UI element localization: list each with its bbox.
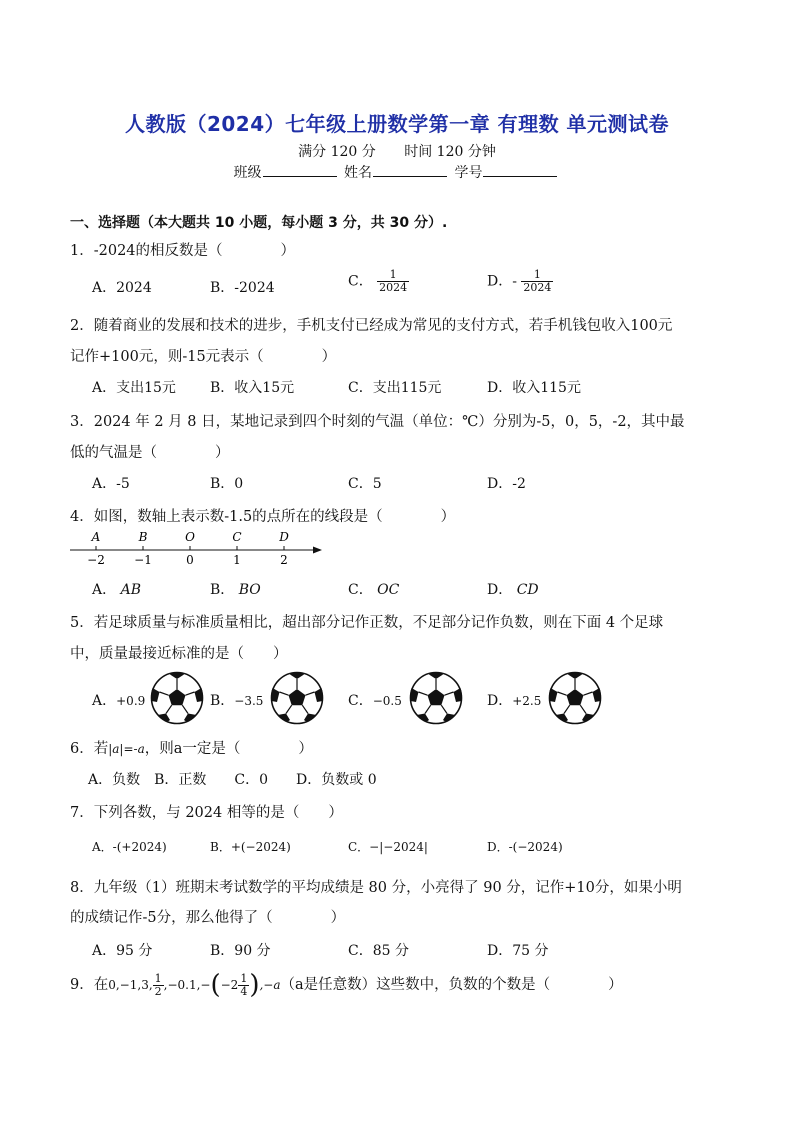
soccer-ball-icon bbox=[150, 671, 204, 725]
q3-stem-line1: 3．2024 年 2 月 8 日，某地记录到四个时刻的气温（单位：℃）分别为-5，0，5，-2，其中最 bbox=[70, 414, 685, 430]
q1-c-prefix: C． bbox=[348, 273, 373, 290]
axis-tick-label: 2 bbox=[280, 553, 288, 566]
q9-fraction-quarter bbox=[238, 973, 249, 998]
q3-option-c: C．5 bbox=[348, 476, 382, 492]
q4-stem: 4．如图，数轴上表示数-1.5的点所在的线段是（ ） bbox=[70, 509, 456, 525]
axis-tick-label: 0 bbox=[186, 553, 194, 566]
q3-option-d: D．-2 bbox=[487, 476, 526, 492]
q5-d-prefix: D． bbox=[487, 693, 513, 709]
axis-tick-label: −2 bbox=[87, 553, 105, 566]
name-label: 姓名 bbox=[344, 165, 372, 181]
q5-option-b bbox=[210, 690, 263, 710]
q5-option-d bbox=[487, 690, 541, 710]
q3-option-b: B．0 bbox=[210, 476, 244, 492]
q2-option-c: C．支出115元 bbox=[348, 380, 442, 396]
soccer-ball-icon bbox=[548, 671, 602, 725]
q4-d-prefix: D． bbox=[487, 582, 513, 598]
axis-point-letter: O bbox=[185, 530, 195, 544]
frac-numerator: 1 bbox=[389, 268, 397, 281]
q6-abs-expression: |a|=-a bbox=[108, 742, 145, 756]
q4-option-c bbox=[348, 579, 399, 599]
q5-stem-line1: 5．若足球质量与标准质量相比，超出部分记作正数，不足部分记作负数，则在下面 4 个足球 bbox=[70, 615, 664, 631]
axis-point-letter: B bbox=[138, 530, 148, 544]
q4-option-d bbox=[487, 579, 539, 599]
axis-point-letter: A bbox=[91, 530, 101, 544]
frac-numerator: 1 bbox=[154, 971, 162, 985]
q6-stem-suffix: ，则a一定是（ ） bbox=[144, 741, 313, 757]
q1-d-prefix: D．- bbox=[487, 273, 517, 290]
class-blank[interactable] bbox=[263, 164, 337, 177]
q5-d-value: +2.5 bbox=[512, 694, 542, 708]
q4-c-prefix: C． bbox=[348, 582, 373, 598]
q1-stem: 1．-2024的相反数是（ ） bbox=[70, 243, 296, 259]
id-blank[interactable] bbox=[483, 164, 557, 177]
q8-option-c: C．85 分 bbox=[348, 943, 409, 959]
axis-point-letter: D bbox=[279, 530, 289, 544]
q2-option-b: B．收入15元 bbox=[210, 380, 295, 396]
frac-numerator: 1 bbox=[533, 268, 541, 281]
q4-c-value: OC bbox=[377, 582, 400, 598]
left-paren: ( bbox=[210, 970, 221, 1000]
number-line-arrow bbox=[313, 547, 322, 554]
class-label: 班级 bbox=[233, 165, 262, 181]
q1-option-c bbox=[348, 269, 409, 294]
q7-stem: 7．下列各数，与 2024 相等的是（ ） bbox=[70, 805, 343, 821]
q4-b-value: BO bbox=[238, 582, 261, 598]
frac-denominator: 4 bbox=[240, 984, 248, 998]
time-limit: 时间 120 分钟 bbox=[404, 144, 496, 160]
q9-stem-prefix: 9．在 bbox=[70, 977, 109, 993]
q7-option-a: A．-(+2024) bbox=[92, 840, 167, 854]
q2-stem-line2: 记作+100元，则-15元表示（ ） bbox=[70, 349, 337, 365]
q6-stem bbox=[70, 737, 313, 758]
q8-option-d: D．75 分 bbox=[487, 943, 549, 959]
q9-math-part2: ,−0.1,− bbox=[163, 978, 211, 992]
q5-b-value: −3.5 bbox=[234, 694, 264, 708]
q7-option-b: B．+(−2024) bbox=[210, 840, 291, 854]
q3-option-a: A．-5 bbox=[92, 476, 130, 492]
q5-c-value: −0.5 bbox=[372, 694, 402, 708]
q5-stem-line2: 中，质量最接近标准的是（ ） bbox=[70, 646, 288, 662]
q4-a-prefix: A． bbox=[92, 582, 117, 598]
q9-stem bbox=[70, 965, 623, 1005]
id-label: 学号 bbox=[454, 165, 483, 181]
q2-option-d: D．收入115元 bbox=[487, 380, 581, 396]
full-score: 满分 120 分 bbox=[298, 144, 376, 160]
frac-denominator: 2 bbox=[154, 984, 162, 998]
q1-option-b: B．-2024 bbox=[210, 280, 275, 296]
q1-option-a: A．2024 bbox=[92, 280, 152, 296]
axis-tick-label: 1 bbox=[233, 553, 241, 566]
soccer-ball-icon bbox=[409, 671, 463, 725]
student-info-line bbox=[0, 162, 794, 182]
q9-math-part3: −2 bbox=[220, 978, 239, 992]
name-blank[interactable] bbox=[373, 164, 447, 177]
right-paren: ) bbox=[249, 970, 260, 1000]
axis-point-letter: C bbox=[232, 530, 242, 544]
q4-d-value: CD bbox=[516, 582, 539, 598]
q5-b-prefix: B． bbox=[210, 693, 235, 709]
q9-stem-suffix: （a是任意数）这些数中，负数的个数是（ ） bbox=[280, 977, 623, 993]
frac-denominator: 2024 bbox=[379, 281, 408, 294]
q3-stem-line2: 低的气温是（ ） bbox=[70, 445, 230, 461]
number-line-ticks bbox=[87, 530, 289, 566]
q9-math-part1: 0,−1,3, bbox=[108, 978, 153, 992]
q5-option-c bbox=[348, 690, 402, 710]
q8-stem-line2: 的成绩记作-5分，那么他得了（ ） bbox=[70, 910, 346, 926]
q4-a-value: AB bbox=[120, 582, 141, 598]
q9-fraction-half bbox=[153, 973, 164, 998]
soccer-ball-icon bbox=[270, 671, 324, 725]
q7-option-c: C．−|−2024| bbox=[348, 840, 428, 854]
q6-options: A．负数 B．正数 C．0 D．负数或 0 bbox=[88, 772, 377, 788]
q7-option-d: D．-(−2024) bbox=[487, 840, 563, 854]
q2-option-a: A．支出15元 bbox=[92, 380, 176, 396]
q6-stem-prefix: 6．若 bbox=[70, 741, 109, 757]
q1-option-d bbox=[487, 269, 553, 294]
exam-meta-score-time bbox=[0, 141, 794, 161]
q2-stem-line1: 2．随着商业的发展和技术的进步，手机支付已经成为常见的支付方式，若手机钱包收入100元 bbox=[70, 318, 673, 334]
q5-c-prefix: C． bbox=[348, 693, 373, 709]
q8-stem-line1: 8．九年级（1）班期末考试数学的平均成绩是 80 分，小亮得了 90 分，记作+10分，如果小明 bbox=[70, 880, 682, 896]
axis-tick-label: −1 bbox=[134, 553, 152, 566]
frac-numerator: 1 bbox=[240, 971, 248, 985]
exam-title: 人教版（2024）七年级上册数学第一章 有理数 单元测试卷 bbox=[124, 112, 670, 136]
q5-a-prefix: A． bbox=[92, 693, 117, 709]
q5-a-value: +0.9 bbox=[116, 694, 146, 708]
q1-c-fraction bbox=[377, 269, 409, 294]
section-heading: 一、选择题（本大题共 10 小题，每小题 3 分，共 30 分）. bbox=[70, 215, 448, 231]
q8-option-a: A．95 分 bbox=[92, 943, 153, 959]
q8-option-b: B．90 分 bbox=[210, 943, 271, 959]
q4-option-b bbox=[210, 579, 261, 599]
q9-math-part4: ,−a bbox=[259, 978, 281, 992]
number-line-figure bbox=[70, 530, 330, 566]
q1-d-fraction bbox=[521, 269, 553, 294]
frac-denominator: 2024 bbox=[523, 281, 552, 294]
q4-b-prefix: B． bbox=[210, 582, 235, 598]
q4-option-a bbox=[92, 579, 141, 599]
q5-option-a bbox=[92, 690, 145, 710]
